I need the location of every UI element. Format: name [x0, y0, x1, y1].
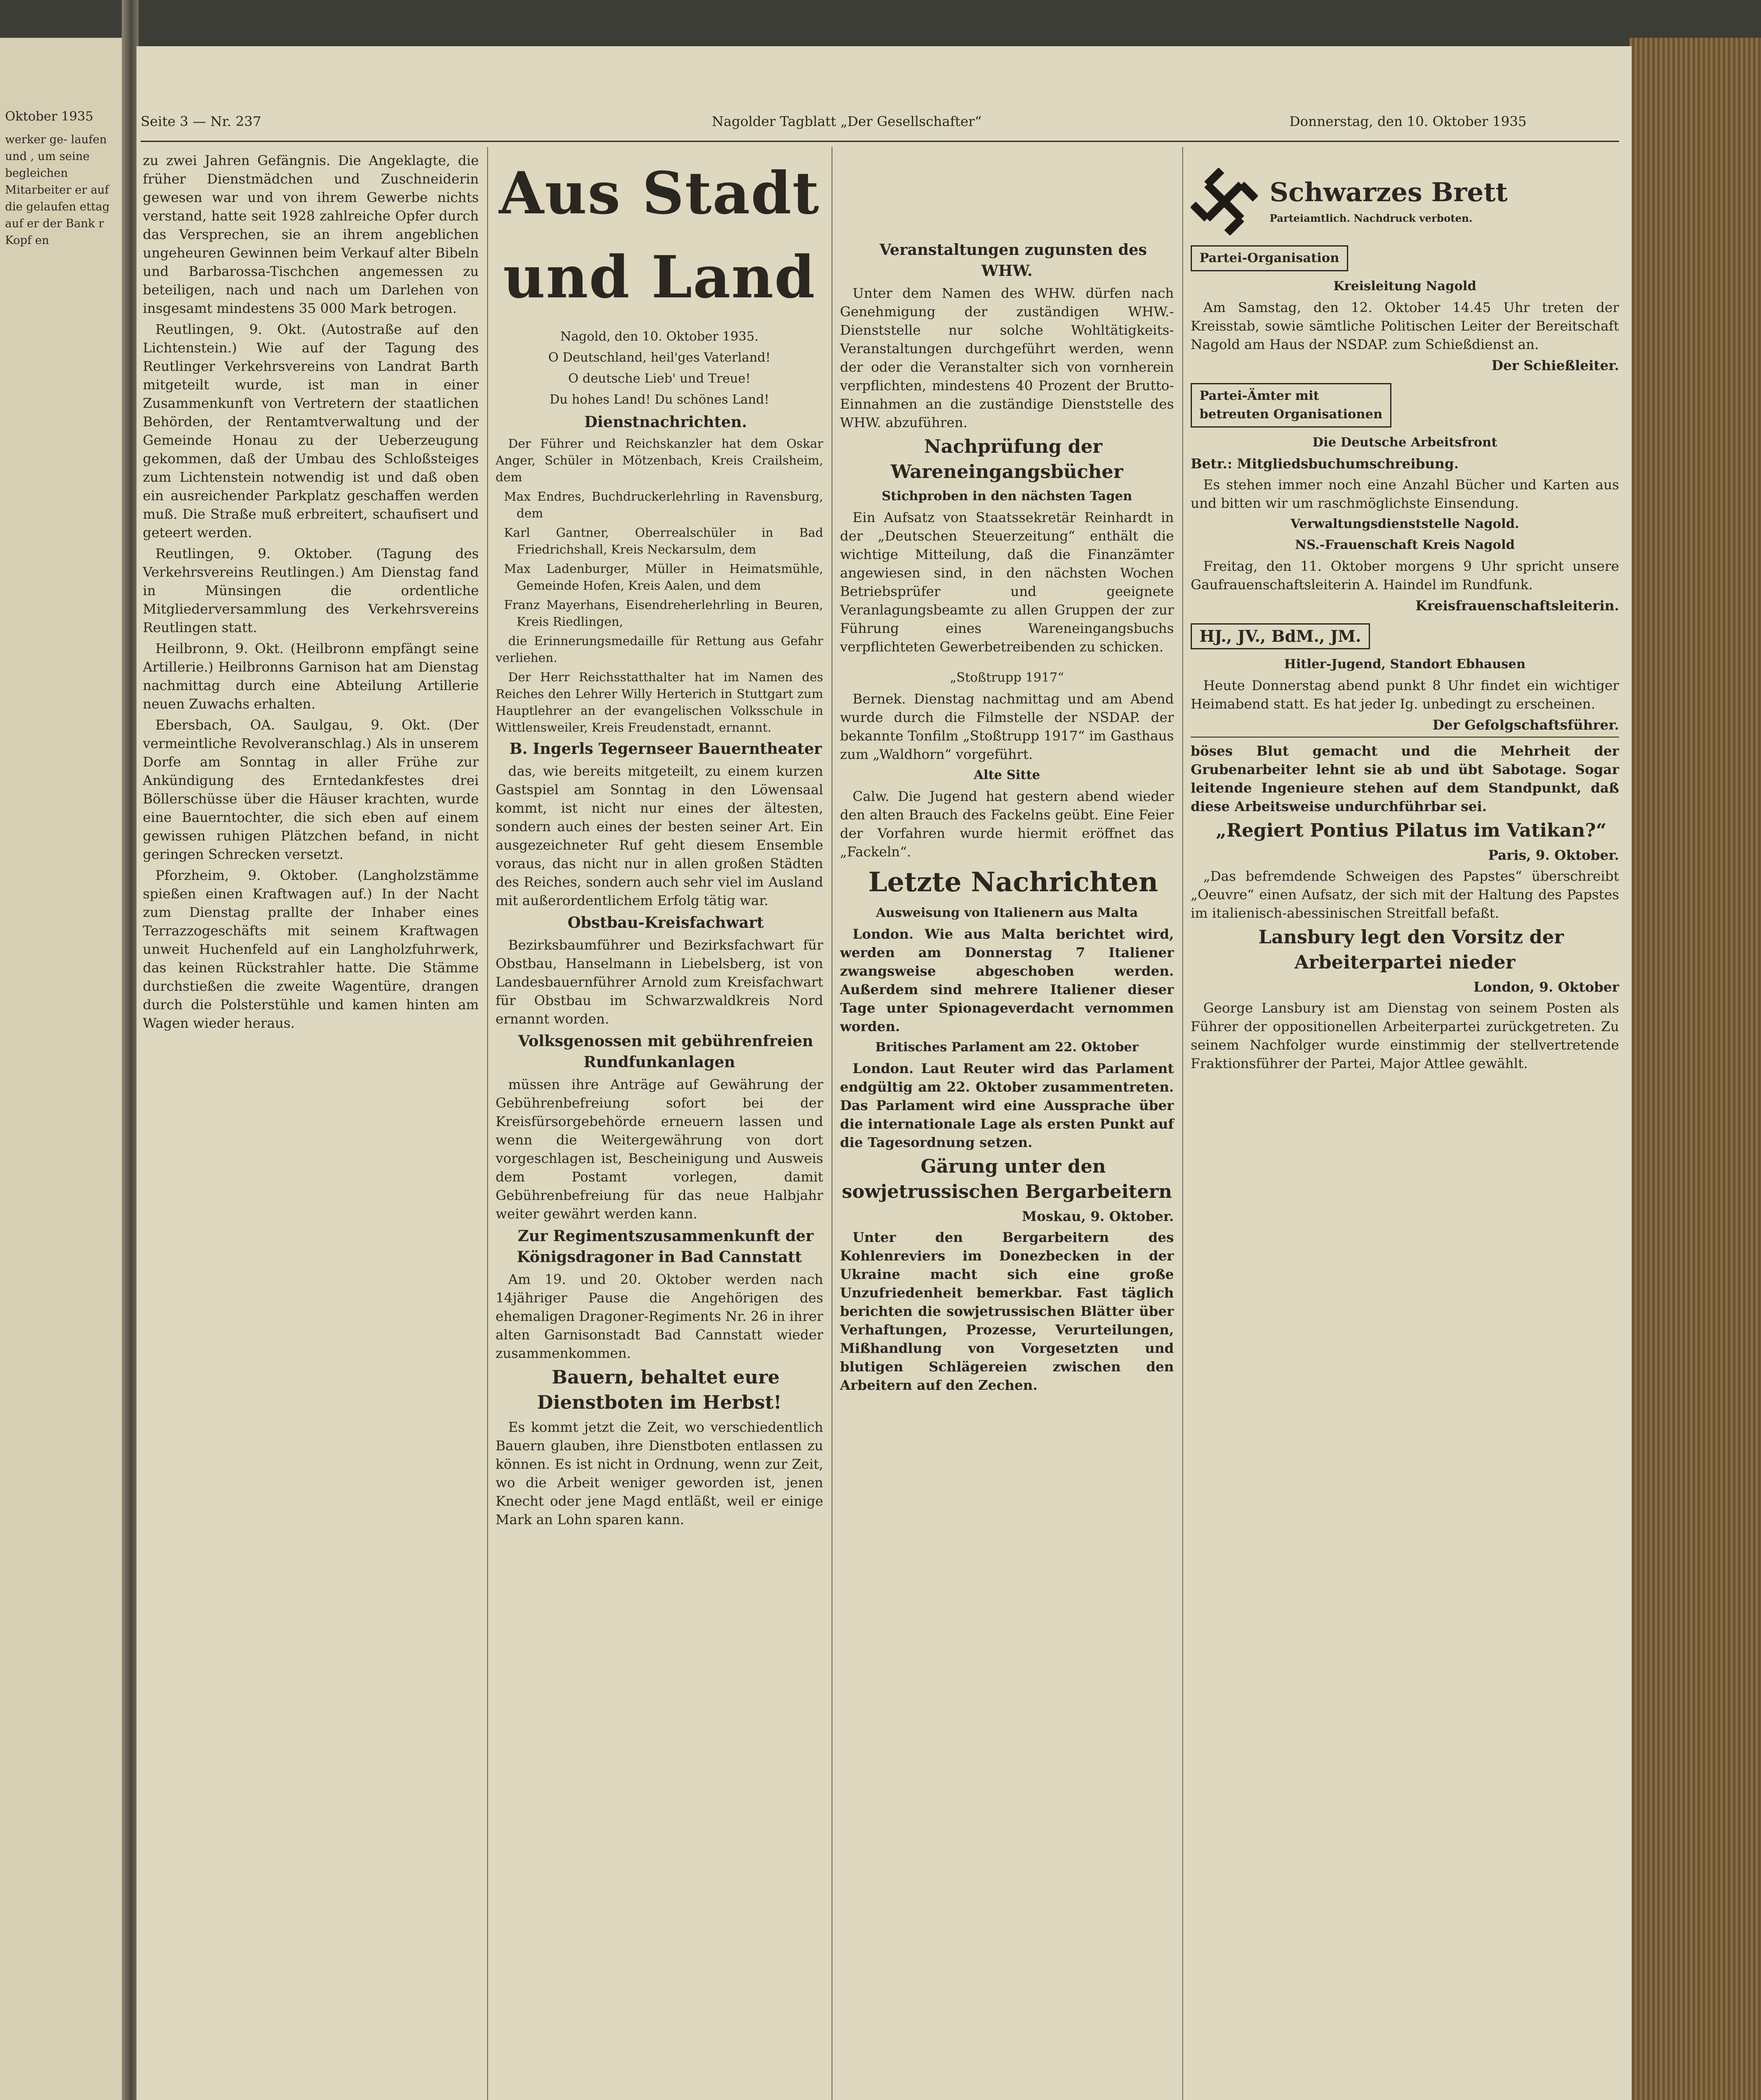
swastika-emblem-icon	[1191, 168, 1258, 235]
headline: Zur Regimentszusammenkunft der Königsdragoner in Bad Cannstatt	[517, 1227, 814, 1266]
article-text: böses Blut gemacht und die Mehrheit der Grubenarbeiter lehnt sie ab und übt Sabotage. Sogar leitende Ingenieure stehen auf dem Standpunkt, daß diese Arbeitsweise undurchführbar sei.	[1191, 737, 1619, 816]
article-text: Der Führer und Reichskanzler hat dem Oskar Anger, Schüler in Mötzenbach, Kreis Crailsheim, dem	[496, 436, 823, 484]
notice-text: Heute Donnerstag abend punkt 8 Uhr findet ein wichtiger Heimabend statt. Es hat jeder Ig. unbedingt zu erscheinen.	[1191, 677, 1619, 712]
headline: Volksgenossen mit gebührenfreien Rundfunkanlagen	[518, 1032, 814, 1071]
article-text: Franz Mayerhans, Eisendreherlehrling in Beuren, Kreis Riedlingen,	[504, 598, 823, 629]
headline: NS.-Frauenschaft Kreis Nagold	[1295, 538, 1515, 552]
column-3	[840, 151, 1174, 1397]
article-text: Es kommt jetzt die Zeit, wo verschiedentlich Bauern glauben, ihre Dienstboten entlassen zu können. Es ist nicht in Ordnung, wenn zur Zeit, wo die Arbeit weniger geworden ist, jenen Knecht oder jene Magd entläßt, weil er einige Mark an Lohn sparen kann.	[496, 1419, 823, 1528]
previous-page-edge	[0, 38, 126, 2100]
article-text: Max Endres, Buchdruckerlehrling in Ravensburg, dem	[504, 489, 823, 520]
article-text: Der Herr Reichsstatthalter hat im Namen des Reiches den Lehrer Willy Herterich in Stuttgart zum Hauptlehrer an der evangelischen Volksschule in Wittlensweiler, Kreis Freudenstadt, ernannt.	[496, 670, 823, 735]
headline: Lansbury legt den Vorsitz der Arbeiterpartei nieder	[1258, 927, 1564, 973]
article-text: Unter dem Namen des WHW. dürfen nach Genehmigung der zuständigen WHW.-Dienststelle nur solche Wohltätigkeits-Veranstaltungen durchgeführt werden, wenn der oder die Veranstalter sich von vornherein verpflichten, mindestens 40 Prozent der Brutto-Einnahmen an die zuständige Dienststelle des WHW. abzuführen.	[840, 285, 1174, 430]
column-2	[496, 151, 823, 1531]
newspaper-name: Nagolder Tagblatt „Der Gesellschafter“	[712, 113, 982, 129]
page-header	[136, 105, 1632, 139]
headline: Britisches Parlament am 22. Oktober	[875, 1040, 1139, 1055]
headline: Veranstaltungen zugunsten des WHW.	[879, 241, 1147, 280]
article-text: Pforzheim, 9. Oktober. (Langholzstämme spießen einen Kraftwagen auf.) In der Nacht zum Dienstag prallte der Inhaber eines Terrazzogeschäfts mit seinem Kraftwagen unweit Huchenfeld auf ein Langholzfuhrwerk, das keinen Rückstrahler hatte. Die Stämme durchstießen die zweite Wagentüre, drangen durch die Polsterstühle und kamen hinten am Wagen wieder heraus.	[143, 867, 479, 1031]
box-line: Partei-Ämter mit	[1199, 388, 1319, 403]
headline: „Stoßtrupp 1917“	[950, 670, 1064, 685]
article-text: Ein Aufsatz von Staatssekretär Reinhardt in der „Deutschen Steuerzeitung“ enthält die wichtige Mitteilung, daß die Finanzämter angewiesen sind, in den nächsten Wochen Betriebsprüfer und geeignete Veranlagungsbeamte zu allen Gruppen der zur Führung eines Wareneingangsbuchs verpflichteten Gewerbetreibenden zu schicken.	[840, 509, 1174, 655]
subheadline: Stichproben in den nächsten Tagen	[882, 489, 1132, 504]
headline: B. Ingerls Tegernseer Bauerntheater	[509, 740, 822, 758]
article-text: die Erinnerungsmedaille für Rettung aus Gefahr verliehen.	[496, 634, 823, 665]
dateline: London, 9. Oktober	[1473, 979, 1619, 995]
article-text: Reutlingen, 9. Okt. (Autostraße auf den Lichtenstein.) Wie auf der Tagung des Reutlinger Verkehrsvereins von Landrat Barth mitgeteilt wurde, ist man in einer Zusammenkunft von Vertretern der staatlichen Behörden, der Rentamtverwaltung und der Gemeinde Honau zu der Ueberzeugung gekommen, daß der Umbau des Schloßsteiges zum Lichtenstein notwendig ist und daß oben ein ausreichender Parkplatz geschaffen werden muß. Die Straße muß erbreitert, schaufisert und geteert werden.	[143, 321, 479, 541]
motto-line: O Deutschland, heil'ges Vaterland!	[548, 350, 771, 365]
notice-text: Es stehen immer noch eine Anzahl Bücher und Karten aus und bitten wir um raschmöglichste Einsendung.	[1191, 477, 1619, 511]
motto-line: O deutsche Lieb' und Treue!	[568, 371, 751, 386]
headline: Bauern, behaltet eure Dienstboten im Herbst!	[537, 1367, 782, 1413]
article-text: Calw. Die Jugend hat gestern abend wieder den alten Brauch des Fackelns geübt. Eine Feier der Vorfahren wurde hiermit eröffnet das „Fackeln“.	[840, 788, 1174, 860]
headline: Die Deutsche Arbeitsfront	[1312, 435, 1497, 450]
section-box	[1191, 383, 1391, 428]
signature: Der Gefolgschaftsführer.	[1432, 717, 1619, 733]
article-text: Heilbronn, 9. Okt. (Heilbronn empfängt seine Artillerie.) Heilbronns Garnison hat am Dienstag nachmittag durch eine Abteilung Artillerie neuen Zuwachs erhalten.	[143, 640, 479, 712]
schwarzes-brett-header	[1191, 168, 1619, 235]
article-text: Reutlingen, 9. Oktober. (Tagung des Verkehrsvereins Reutlingen.) Am Dienstag fand in Münsingen die ordentliche Mitgliederversammlung des Verkehrsvereins Reutlingen statt.	[143, 546, 479, 635]
book-gutter	[122, 0, 139, 2100]
board-title: Schwarzes Brett	[1270, 177, 1508, 207]
article-text: George Lansbury ist am Dienstag von seinem Posten als Führer der oppositionellen Arbeiterpartei zurückgetreten. Zu seinem Nachfolger wurde einstimmig der stellvertretende Fraktionsführer der Partei, Major Attlee gewählt.	[1191, 1000, 1619, 1071]
article-text: Unter den Bergarbeitern des Kohlenreviers im Donezbecken in der Ukraine macht sich eine große Unzufriedenheit bemerkbar. Fast täglich berichten die sowjetrussischen Blätter über Verhaftungen, Prozesse, Verurteilungen, Mißhandlung von Vorgesetzten und blutigen Schlägereien zwischen den Arbeitern auf den Zechen.	[840, 1229, 1174, 1393]
previous-page-header: Oktober 1935	[5, 109, 94, 124]
signature: Kreisfrauenschaftsleiterin.	[1415, 598, 1619, 614]
article-text: Ebersbach, OA. Saulgau, 9. Okt. (Der vermeintliche Revolveranschlag.) Als in unserem Dorfe am Sonntag in aller Frühe zur Ankündigung des Erntedankfestes drei Böllerschüsse über die Häuser krachten, wurde eine Bauerntochter, die sich eben auf einem gewissen ruhigen Plätzchen befand, in nicht geringen Schrecken versetzt.	[143, 717, 479, 862]
dateline: Paris, 9. Oktober.	[1488, 847, 1619, 863]
article-text: Karl Gantner, Oberrealschüler in Bad Friedrichshall, Kreis Neckarsulm, dem	[504, 525, 823, 556]
headline: Kreisleitung Nagold	[1333, 279, 1477, 294]
headline: Dienstnachrichten.	[584, 413, 747, 431]
newspaper-page	[136, 46, 1632, 2100]
notice-text: Am Samstag, den 12. Oktober 14.45 Uhr treten der Kreisstab, sowie sämtliche Politischen Leiter der Bereitschaft Nagold am Haus der NSDAP. zum Schießdienst an.	[1191, 299, 1619, 352]
dateline: Nagold, den 10. Oktober 1935.	[560, 329, 758, 344]
signature: Der Schießleiter.	[1491, 357, 1619, 373]
article-text: Bernek. Dienstag nachmittag und am Abend wurde durch die Filmstelle der NSDAP. der bekannte Tonfilm „Stoßtrupp 1917“ im Gasthaus zum „Waldhorn“ vorgeführt.	[840, 691, 1174, 762]
column-1	[143, 151, 479, 1035]
column-rule	[1182, 147, 1183, 2100]
notice-text: Freitag, den 11. Oktober morgens 9 Uhr spricht unsere Gaufrauenschaftsleiterin A. Haindel im Rundfunk.	[1191, 558, 1619, 593]
article-text: „Das befremdende Schweigen des Papstes“ überschreibt „Oeuvre“ einen Aufsatz, der sich mit der Haltung des Papstes im italienisch-abessinischen Streitfall befaßt.	[1191, 868, 1619, 921]
dateline: Moskau, 9. Oktober.	[1022, 1208, 1174, 1224]
article-text: London. Laut Reuter wird das Parlament endgültig am 22. Oktober zusammentreten. Das Parlament wird eine Aussprache über die internationale Lage als ersten Punkt auf die Tagesordnung setzen.	[840, 1060, 1174, 1150]
motto-line: Du hohes Land! Du schönes Land!	[549, 392, 769, 407]
article-text: Am 19. und 20. Oktober werden nach 14jähriger Pause die Angehörigen des ehemaligen Dragoner-Regiments Nr. 26 in ihrer alten Garnisonstadt Bad Cannstatt wieder zusammenkommen.	[496, 1271, 823, 1361]
column-4	[1191, 151, 1619, 1075]
headline: Alte Sitte	[974, 768, 1040, 782]
article-text: müssen ihre Anträge auf Gewährung der Gebührenbefreiung sofort bei der Kreisfürsorgebehörde erneuern lassen und wenn die Weitergewährung von dort vorgeschlagen ist, Bescheinigung und Ausweis dem Postamt vorlegen, damit Gebührenbefreiung für das neue Halbjahr weiter gewährt werden kann.	[496, 1076, 823, 1222]
signature: Verwaltungsdienststelle Nagold.	[1290, 517, 1520, 531]
headline: Ausweisung von Italienern aus Malta	[876, 906, 1138, 920]
article-text: das, wie bereits mitgeteilt, zu einem kurzen Gastspiel am Sonntag in den Löwensaal kommt, ist nicht nur eines der ältesten, sondern auch eines der besten seiner Art. Ein ausgezeichneter Ruf geht diesem Ensemble voraus, das nicht nur in allen großen Städten des Reiches, sondern auch sehr viel im Ausland mit außerordentlichem Erfolg tätig war.	[496, 763, 823, 908]
section-box: HJ., JV., BdM., JM.	[1191, 623, 1370, 649]
column-rule	[487, 147, 488, 2100]
article-text: Bezirksbaumführer und Bezirksfachwart für Obstbau, Hanselmann in Liebelsberg, ist von Landesbauernführer Arnold zum Kreisfachwart für Obstbau im Schwarzwaldkreis Nord ernannt worden.	[496, 937, 823, 1027]
page-number: Seite 3 — Nr. 237	[141, 113, 261, 129]
issue-date: Donnerstag, den 10. Oktober 1935	[1289, 113, 1527, 129]
article-text: London. Wie aus Malta berichtet wird, werden am Donnerstag 7 Italiener zwangsweise abgeschoben werden. Außerdem sind mehrere Italiener dieser Tage unter Spionageverdacht vernommen worden.	[840, 926, 1174, 1034]
headline: „Regiert Pontius Pilatus im Vatikan?“	[1215, 820, 1607, 841]
section-box: Partei-Organisation	[1191, 245, 1348, 271]
section-title: Letzte Nachrichten	[868, 866, 1158, 898]
binding-edge	[1630, 38, 1761, 2100]
header-rule	[141, 141, 1619, 142]
headline: Hitler-Jugend, Standort Ebhausen	[1284, 657, 1526, 672]
article-text: Max Ladenburger, Müller in Heimatsmühle, Gemeinde Hofen, Kreis Aalen, und dem	[504, 562, 823, 593]
article-text: zu zwei Jahren Gefängnis. Die Angeklagte, die früher Dienstmädchen und Zuschneiderin gewesen war und von ihrem Gewerbe nichts verstand, hatte seit 1928 zahlreiche Opfer durch das Versprechen, sie an ihrem angeblichen ungeheuren Gewinnen beim Verkauf alter Bibeln und Barbarossa-Tischchen angemessen zu beteiligen, nach und nach um Darlehen von insgesamt mindestens 35 000 Mark betrogen.	[143, 152, 479, 316]
previous-page-fragments: werker ge- laufen und , um seine begleichen Mitarbeiter er auf die gelaufen ettag auf er der Bank r Kopf en	[5, 133, 110, 247]
section-title: Aus Stadt und Land	[499, 159, 820, 311]
headline: Nachprüfung der Wareneingangsbücher	[890, 436, 1123, 483]
board-subtitle: Parteiamtlich. Nachdruck verboten.	[1270, 212, 1472, 224]
headline: Gärung unter den sowjetrussischen Bergarbeitern	[842, 1156, 1172, 1202]
box-line: betreuten Organisationen	[1199, 407, 1383, 422]
subheadline: Betr.: Mitgliedsbuchumschreibung.	[1191, 456, 1459, 472]
headline: Obstbau-Kreisfachwart	[567, 914, 764, 932]
